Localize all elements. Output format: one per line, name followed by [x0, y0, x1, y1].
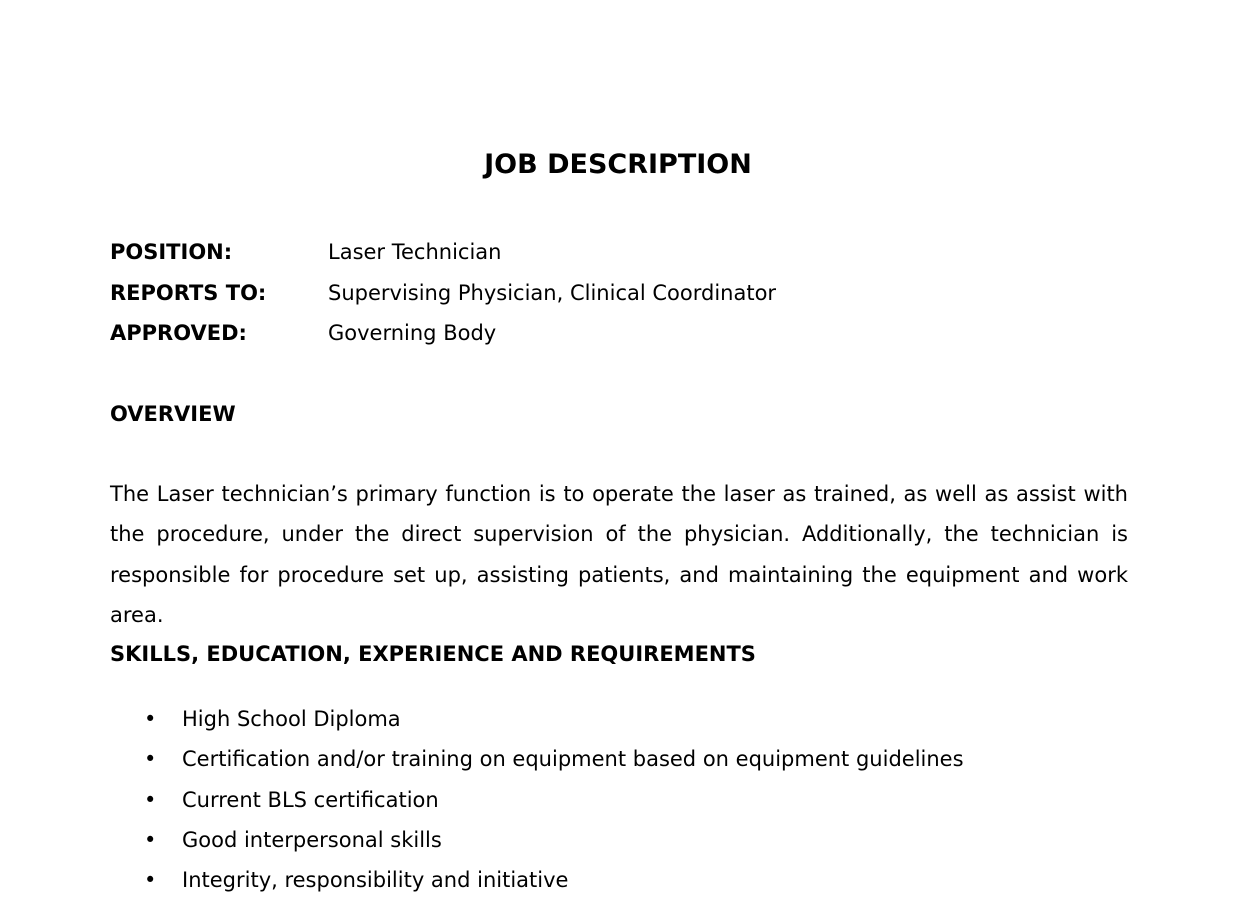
list-item	[110, 820, 964, 860]
skill-text: Integrity, responsibility and initiative	[182, 868, 569, 893]
list-item	[110, 860, 964, 900]
position-row	[110, 232, 776, 273]
position-value: Laser Technician	[328, 240, 502, 264]
list-item	[110, 780, 964, 820]
bullet-icon: •	[144, 827, 157, 852]
list-item	[110, 699, 964, 739]
position-label: POSITION:	[110, 240, 233, 264]
reports-to-label: REPORTS TO:	[110, 280, 267, 305]
skill-text: Current BLS certification	[182, 787, 439, 812]
skill-text: High School Diploma	[182, 707, 401, 731]
document-title: JOB DESCRIPTION	[484, 149, 752, 180]
approved-label: APPROVED:	[110, 321, 247, 345]
approved-row	[110, 313, 776, 354]
overview-paragraph: The Laser technician’s primary function is to operate the laser as trained, as well as assist with the procedure, under the direct supervision of the physician. Additionally, the technician is responsible for procedure set up, assisting patients, and maintaining the equipment and work area.	[110, 482, 1128, 627]
skills-list	[110, 699, 964, 900]
reports-to-value: Supervising Physician, Clinical Coordinator	[328, 280, 777, 305]
bullet-icon: •	[144, 787, 157, 812]
bullet-icon: •	[144, 868, 157, 893]
job-info-block	[110, 232, 776, 354]
reports-to-row	[110, 273, 776, 314]
approved-value: Governing Body	[328, 321, 497, 345]
bullet-icon: •	[144, 747, 157, 772]
skill-text: Certification and/or training on equipment based on equipment guidelines	[182, 747, 964, 772]
skill-text: Good interpersonal skills	[182, 827, 442, 852]
list-item	[110, 739, 964, 779]
skills-heading: SKILLS, EDUCATION, EXPERIENCE AND REQUIREMENTS	[110, 642, 756, 666]
overview-heading: OVERVIEW	[110, 402, 236, 426]
bullet-icon: •	[144, 707, 157, 731]
